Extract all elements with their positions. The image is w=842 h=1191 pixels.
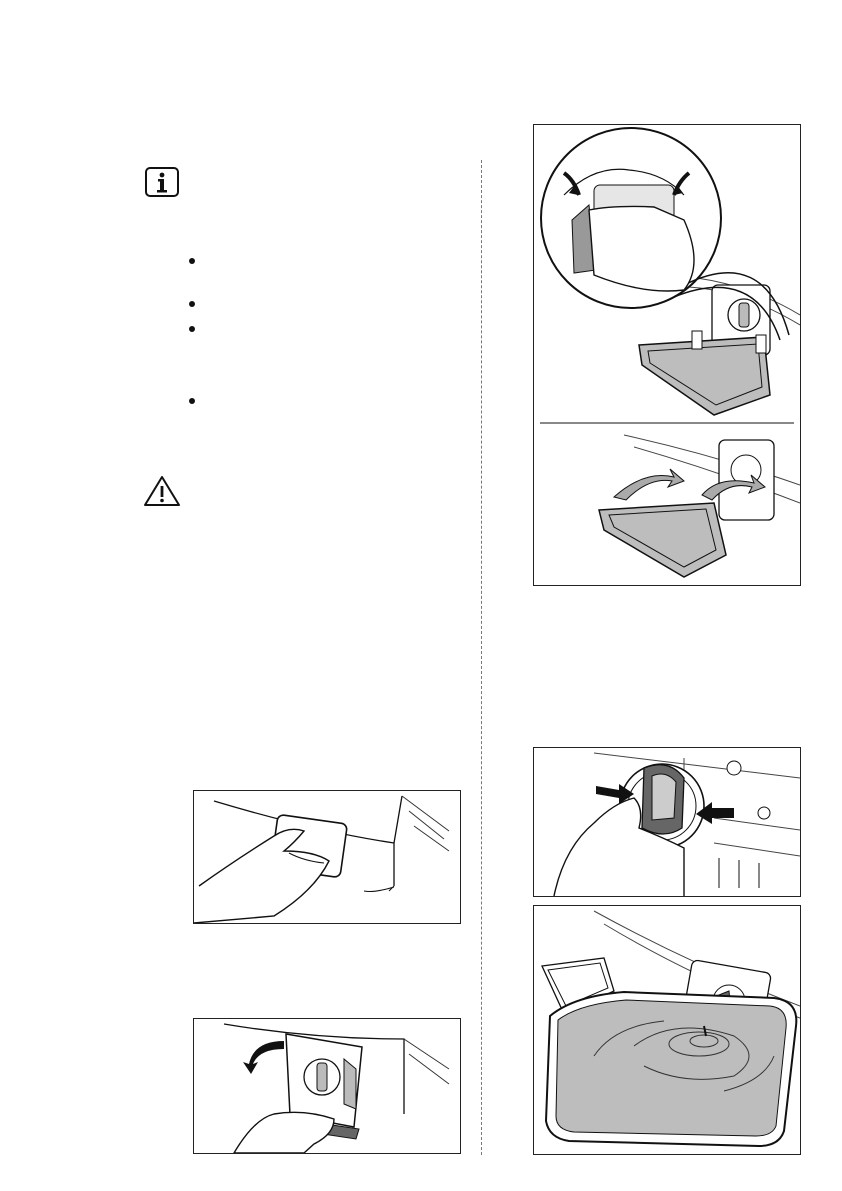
warning-icon bbox=[142, 474, 182, 508]
drain-water-tray-figure bbox=[533, 905, 801, 1155]
list-bullet bbox=[189, 258, 195, 264]
list-bullet bbox=[189, 301, 195, 307]
info-icon bbox=[144, 166, 180, 198]
list-bullet bbox=[189, 326, 195, 332]
remove-filter-flap-figure bbox=[193, 790, 461, 924]
detail-latch-release-figure bbox=[533, 124, 801, 586]
column-divider bbox=[481, 160, 482, 1155]
open-cover-figure bbox=[193, 1018, 461, 1154]
turn-pump-filter-figure bbox=[533, 747, 801, 897]
list-bullet bbox=[189, 398, 195, 404]
